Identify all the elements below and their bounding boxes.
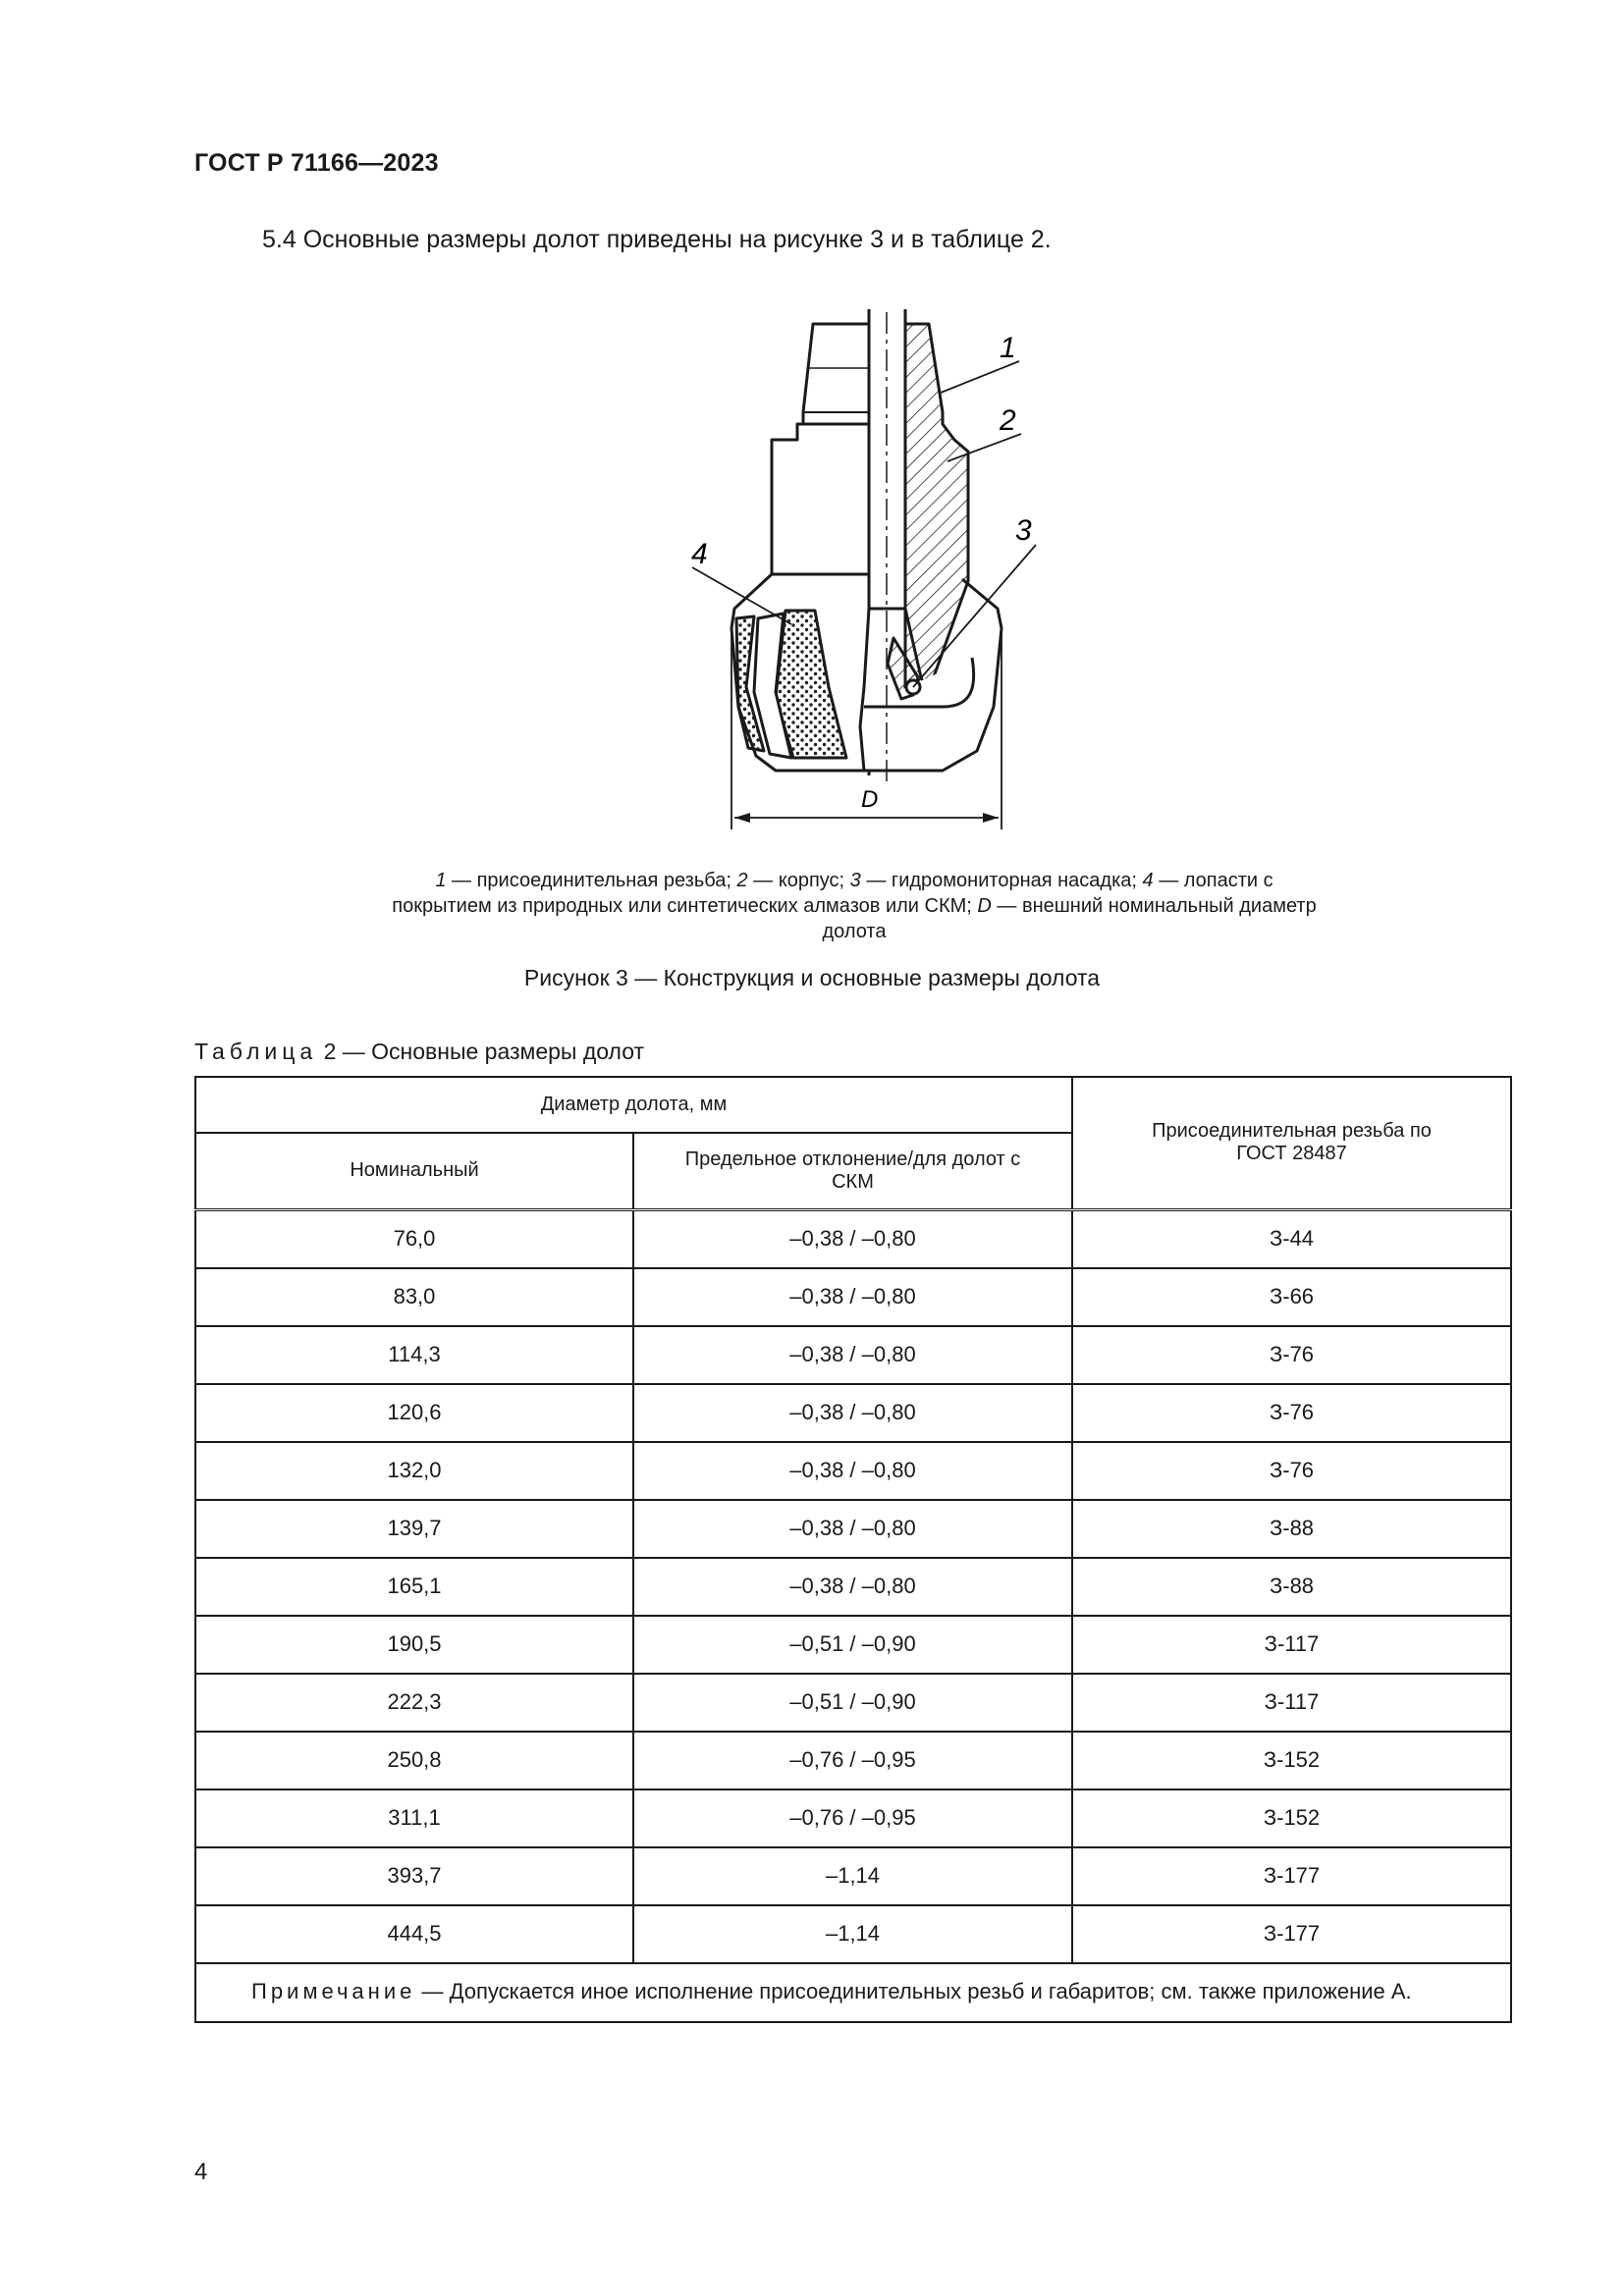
cell-deviation: –0,38 / –0,80 [633,1500,1072,1558]
cell-thread: З-117 [1072,1674,1511,1732]
intro-paragraph: 5.4 Основные размеры долот приведены на рисунке 3 и в таблице 2. [262,226,1052,253]
figure-legend [383,868,1326,944]
table-title-prefix: Таблица [194,1039,318,1064]
header-diameter: Диаметр долота, мм [195,1077,1072,1133]
header-deviation: Предельное отклонение/для долот с СКМ [633,1133,1072,1209]
cell-thread: З-177 [1072,1905,1511,1963]
table-row [195,1616,1511,1674]
cell-nominal: 190,5 [195,1616,633,1674]
cell-nominal: 132,0 [195,1442,633,1500]
legend-text: — гидромониторная насадка; [860,870,1143,891]
cell-thread: З-88 [1072,1500,1511,1558]
cell-deviation: –0,38 / –0,80 [633,1442,1072,1500]
cell-nominal: 222,3 [195,1674,633,1732]
legend-num: D [977,895,992,917]
cell-deviation: –0,38 / –0,80 [633,1209,1072,1268]
cell-deviation: –0,76 / –0,95 [633,1789,1072,1847]
cell-nominal: 444,5 [195,1905,633,1963]
cell-thread: З-76 [1072,1326,1511,1384]
table-row [195,1209,1511,1268]
legend-num: 1 [435,870,447,891]
cell-thread: З-152 [1072,1732,1511,1789]
table-title-rest: 2 — Основные размеры долот [317,1039,645,1064]
callout-2: 2 [1000,404,1016,437]
legend-num: 2 [736,870,748,891]
cell-deviation: –1,14 [633,1847,1072,1905]
table-row [195,1558,1511,1616]
cell-deviation: –0,38 / –0,80 [633,1384,1072,1442]
table-row [195,1326,1511,1384]
cell-thread: З-76 [1072,1384,1511,1442]
legend-text: — внешний номинальный диаметр долота [822,895,1317,942]
cell-nominal: 311,1 [195,1789,633,1847]
cell-nominal: 393,7 [195,1847,633,1905]
cell-nominal: 76,0 [195,1209,633,1268]
cell-thread: З-76 [1072,1442,1511,1500]
legend-text: — присоединительная резьба; [446,870,737,891]
table-row [195,1789,1511,1847]
cell-nominal: 114,3 [195,1326,633,1384]
table-note-row [195,1963,1511,2022]
note-text: — Допускается иное исполнение присоединительных резьб и габаритов; см. также приложение А. [415,1978,1412,2003]
legend-num: 3 [849,870,861,891]
drill-bit-drawing [687,304,1041,854]
callout-4: 4 [691,538,708,570]
table-row [195,1905,1511,1963]
cell-deviation: –0,51 / –0,90 [633,1674,1072,1732]
cell-thread: З-88 [1072,1558,1511,1616]
cell-nominal: 139,7 [195,1500,633,1558]
cell-thread: З-66 [1072,1268,1511,1326]
table-row [195,1268,1511,1326]
table-title [194,1039,644,1065]
table-row [195,1500,1511,1558]
cell-nominal: 250,8 [195,1732,633,1789]
cell-thread: З-44 [1072,1209,1511,1268]
callout-1: 1 [1000,332,1016,364]
table-row [195,1384,1511,1442]
cell-nominal: 83,0 [195,1268,633,1326]
header-thread: Присоединительная резьба по ГОСТ 28487 [1072,1077,1511,1209]
table-row [195,1847,1511,1905]
cell-deviation: –0,51 / –0,90 [633,1616,1072,1674]
cell-deviation: –1,14 [633,1905,1072,1963]
page-number: 4 [194,2159,208,2185]
table-row [195,1732,1511,1789]
cell-thread: З-152 [1072,1789,1511,1847]
cell-nominal: 120,6 [195,1384,633,1442]
legend-num: 4 [1142,870,1154,891]
cell-deviation: –0,76 / –0,95 [633,1732,1072,1789]
table-row [195,1674,1511,1732]
header-nominal: Номинальный [195,1133,633,1209]
cell-deviation: –0,38 / –0,80 [633,1558,1072,1616]
table-note [195,1963,1511,2022]
callout-3: 3 [1015,514,1032,547]
legend-text: — лопасти с покрытием из природных или синтетических алмазов или СКМ; [392,870,1273,917]
table-row [195,1442,1511,1500]
note-lead: Примечание [251,1978,416,2003]
figure-caption: Рисунок 3 — Конструкция и основные размеры долота [523,965,1101,990]
document-code: ГОСТ Р 71166—2023 [194,149,439,177]
cell-thread: З-177 [1072,1847,1511,1905]
cell-deviation: –0,38 / –0,80 [633,1326,1072,1384]
cell-nominal: 165,1 [195,1558,633,1616]
dimensions-table [194,1076,1512,2023]
dimension-d-label: D [861,786,879,813]
legend-text: — корпус; [747,870,850,891]
thread-pin-outline [803,324,869,424]
cell-thread: З-117 [1072,1616,1511,1674]
cell-deviation: –0,38 / –0,80 [633,1268,1072,1326]
